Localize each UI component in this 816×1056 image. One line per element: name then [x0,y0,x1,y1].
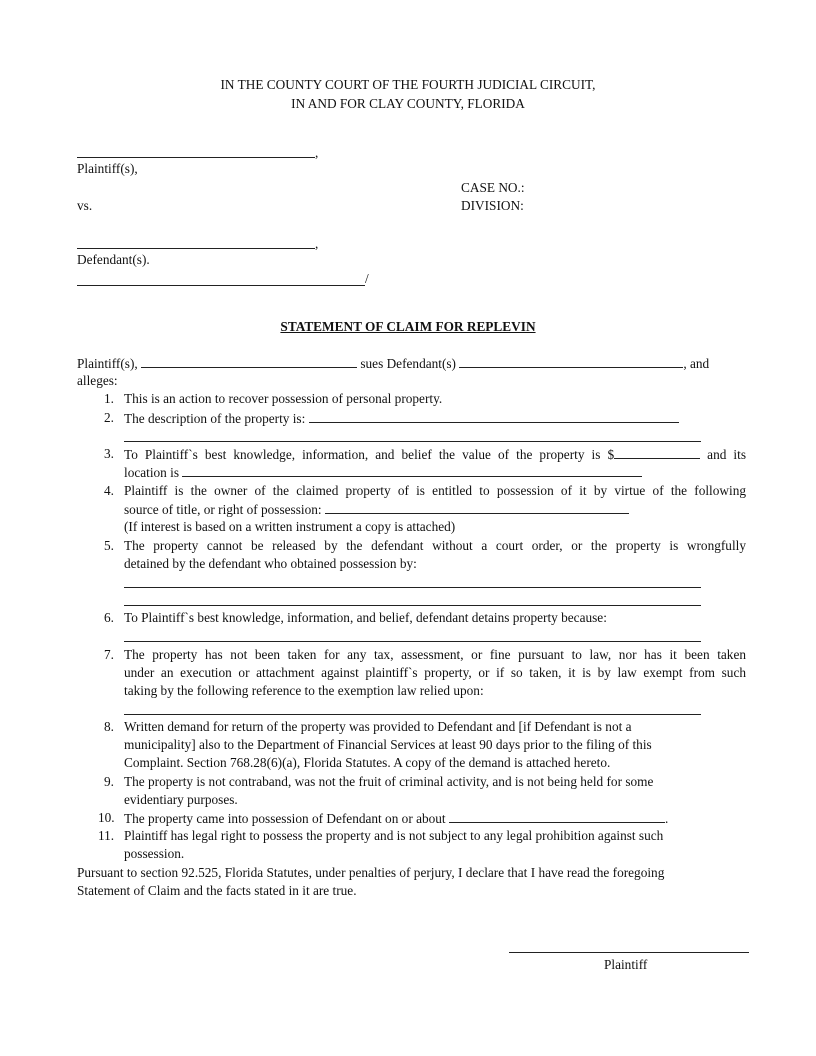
possession-date-field[interactable] [449,809,665,823]
item-5-number: 5. [104,538,114,553]
item-9-text-a: The property is not contraband, was not the fruit of criminal activity, and is not being held for some [124,774,654,789]
court-heading-line-2: IN AND FOR CLAY COUNTY, FLORIDA [291,96,525,111]
intro-and-text: , and [683,356,710,371]
source-of-title-field[interactable] [325,500,629,514]
item-9-text-b: evidentiary purposes. [124,792,238,807]
intro-alleges: alleges: [77,373,118,388]
item-1-text: This is an action to recover possession of personal property. [124,391,443,406]
item-7-text-a: The property has not been taken for any tax, assessment, or fine pursuant to law, nor has it been taken [124,647,746,662]
item-8-text-c: Complaint. Section 768.28(6)(a), Florida Statutes. A copy of the demand is attached hereto. [124,755,611,770]
plaintiff-signature-line[interactable] [509,952,749,953]
plaintiff-name-line[interactable] [77,157,315,158]
item-11-text-b: possession. [124,846,185,861]
item-1-number: 1. [104,391,114,406]
item-5-text-b: detained by the defendant who obtained possession by: [124,556,417,571]
vs-label: vs. [77,198,93,213]
item-4-text-a: Plaintiff is the owner of the claimed property of is entitled to possession of it by virtue of the following [124,483,746,498]
item-3-text-b: and its [707,447,746,462]
plaintiff-comma: , [315,145,319,160]
intro-line [77,354,709,373]
item-6-number: 6. [104,610,114,625]
intro-plaintiff-prefix: Plaintiff(s), [77,356,138,371]
item-2-number: 2. [104,410,114,425]
property-location-field[interactable] [182,463,642,477]
intro-plaintiff-name-field[interactable] [141,354,357,368]
defendant-label: Defendant(s). [77,252,150,267]
item-4-text-b: source of title, or right of possession: [124,502,322,517]
item-10-period: . [664,811,669,826]
defendant-comma: , [315,236,319,251]
item-11-text-a: Plaintiff has legal right to possess the property and is not subject to any legal prohibition against such [124,828,664,843]
item-7-text-c: taking by the following reference to the exemption law relied upon: [124,683,484,698]
item-7-number: 7. [104,647,114,662]
item-9-number: 9. [104,774,114,789]
court-heading-line-1: IN THE COUNTY COURT OF THE FOURTH JUDICIAL CIRCUIT, [220,77,596,92]
item-3-line-2 [124,463,642,482]
property-value-field[interactable] [614,445,700,459]
item-6-text: To Plaintiff`s best knowledge, information, and belief, defendant detains property because: [124,610,607,625]
caption-slash: / [365,271,369,286]
item-11-number: 11. [98,828,115,843]
item-4-text-c: (If interest is based on a written instrument a copy is attached) [124,519,456,534]
item-10-line [124,809,668,828]
defendant-name-line[interactable] [77,248,315,249]
item-3-text-a: To Plaintiff`s best knowledge, information, and belief the value of the property is $ [124,447,615,462]
item-2-line [124,409,679,428]
declaration-line-1: Pursuant to section 92.525, Florida Statutes, under penalties of perjury, I declare that I have read the foregoing [77,865,665,880]
item-4-number: 4. [104,483,114,498]
intro-defendant-name-field[interactable] [459,354,683,368]
item-8-number: 8. [104,719,114,734]
item-8-text-b: municipality] also to the Department of Financial Services at least 90 days prior to the filing of this [124,737,652,752]
item-10-number: 10. [98,810,115,825]
property-description-field[interactable] [309,409,679,423]
possession-method-field-1[interactable] [124,587,701,588]
possession-method-field-2[interactable] [124,605,701,606]
caption-closing-line [77,285,365,286]
item-4-line-2 [124,500,629,519]
item-7-text-b: under an execution or attachment against plaintiff`s property, or if so taken, it is by law exempt from such [124,665,746,680]
item-3-number: 3. [104,446,114,461]
exemption-law-field[interactable] [124,714,701,715]
intro-sues-text: sues Defendant(s) [360,356,456,371]
item-3-text-c: location is [124,465,180,480]
case-no-label: CASE NO.: [461,180,525,195]
plaintiff-label: Plaintiff(s), [77,161,138,176]
item-8-text-a: Written demand for return of the property was provided to Defendant and [if Defendant is not a [124,719,632,734]
division-label: DIVISION: [461,198,524,213]
detention-reason-field[interactable] [124,641,701,642]
declaration-line-2: Statement of Claim and the facts stated in it are true. [77,883,357,898]
item-3-line-1 [124,445,746,464]
item-5-text-a: The property cannot be released by the defendant without a court order, or the property is wrongfully [124,538,746,553]
form-title: STATEMENT OF CLAIM FOR REPLEVIN [280,319,536,334]
item-10-text: The property came into possession of Defendant on or about [124,811,446,826]
property-description-field-2[interactable] [124,441,701,442]
item-2-text: The description of the property is: [124,411,306,426]
signature-label: Plaintiff [604,957,648,972]
